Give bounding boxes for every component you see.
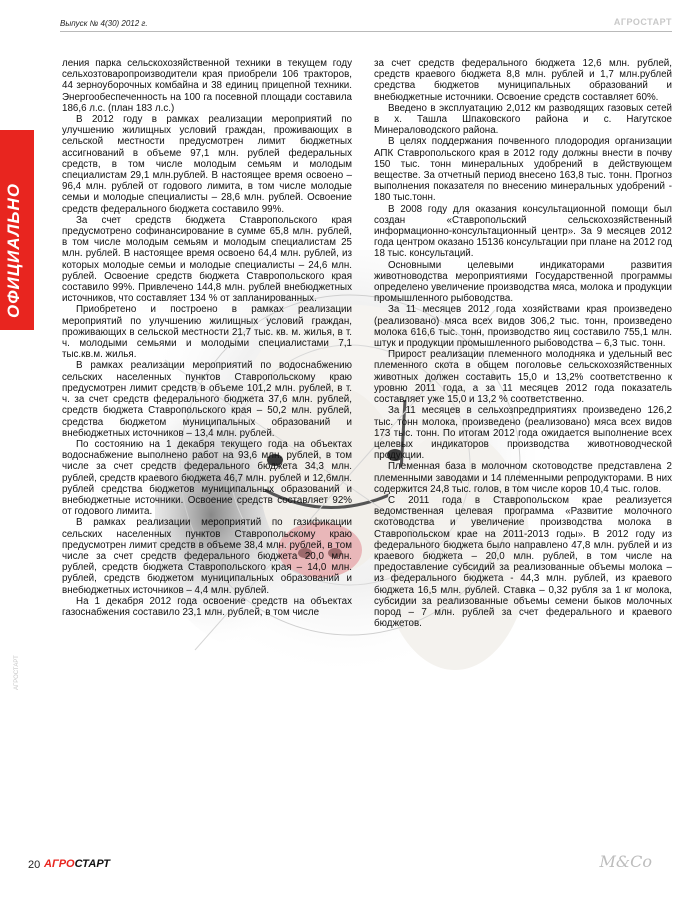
column-right [374, 58, 672, 629]
paragraph: Приобретено и построено в рамках реализации мероприятий по улучшению жилищных условий граждан, проживающих в сельской местности 21,7 тыс. кв. м. жилья, в т. ч. молодыми семьями и молодыми специалистами 7,1 тыс.кв.м. жилья. [62, 304, 352, 361]
header-divider [60, 31, 672, 32]
page-number: 20 [28, 859, 41, 871]
paragraph: Прирост реализации племенного молодняка и удельный вес племенного скота в общем поголовье сельскохозяйственных животных должен составить 15,0 и 13,2% соответственно к уровню 2011 года, а за 11 месяцев 2012 года показатель составляет уже 15,0 и 13,2 % соответственно. [374, 349, 672, 406]
paragraph: Основными целевыми индикаторами развития животноводства мероприятиями Государственной программы определено увеличение производства мяса, молока и продукции промышленного рыбоводства. [374, 259, 672, 305]
footer-logo-start: СТАРТ [74, 858, 110, 870]
paragraph: В рамках реализации мероприятий по водоснабжению сельских населенных пунктов Ставропольскому краю предусмотрен лимит средств в объеме 101,2 млн. рублей, в т. ч. за счет средств федерального бюджета 37,6 млн. рублей, средств бюджета Ставропольского края – 50,2 млн. рублей, средства бюджетом муниципальных образований и внебюджетных источников – 13,4 млн. рублей. [62, 360, 352, 439]
side-small-label: АГРОСТАРТ [14, 655, 20, 690]
paragraph: По состоянию на 1 декабря текущего года на объектах водоснабжение выполнено работ на 93,6 млн. рублей, в том числе за счет средств федерального бюджета 34,3 млн. рублей, средств краевого бюджета 46,7 млн. рублей и 12,6млн. рублей средства бюджетов муниципальных образований и внебюджетные источники. Освоение средств составляет 92% от годового лимита. [62, 438, 352, 518]
footer-logo [44, 858, 110, 870]
paragraph: В целях поддержания почвенного плодородия организации АПК Ставропольского края в 2012 году должны внести в почву 150 тыс. тонн минеральных удобрений в действующем веществе. За отчетный период внесено 163,8 тыс. тонн. Прогноз выполнения показателя по внесению минеральных удобрений - 180 тыс.тонн. [374, 136, 672, 204]
paragraph: За 11 месяцев в сельхозпредприятиях произведено 126,2 тыс. тонн молока, произведено (реализовано) мяса всех видов 173 тыс. тонн. По итогам 2012 года ожидается выполнение всех целевых индикаторов производства животноводческой продукции. [374, 405, 672, 462]
paragraph: ления парка сельскохозяйственной техники в текущем году сельхозтоваропроизводители края приобрели 106 тракторов, 44 зерноуборочных комбайна и 38 единиц прицепной техники. Энергообеспеченность на 100 га посевной площади составила 186,6 л.с. (план 183 л.с.) [62, 58, 352, 114]
issue-label: Выпуск № 4(30) 2012 г. [60, 19, 148, 28]
paragraph: В рамках реализации мероприятий по газификации сельских населенных пунктов Ставропольскому краю предусмотрен лимит средств в объеме 38,4 млн. рублей, в том числе за счет средств федерального бюджета 20,0 млн. рублей, средств бюджета Ставропольского края – 14,0 млн. рублей, средств бюджетом муниципальных образований и внебюджетных источников – 4,4 млн. рублей. [62, 517, 352, 596]
paragraph: за счет средств федерального бюджета 12,6 млн. рублей, средств краевого бюджета 8,8 млн. рублей и 1,7 млн.рублей средства бюджетов муниципальных образований и внебюджетные источники. Освоение средств составляет 60%. [374, 58, 672, 103]
footer-logo-agro: АГРО [44, 858, 75, 870]
header-logo: АГРОСТАРТ [613, 17, 672, 27]
publisher-signature: M&Co [599, 852, 652, 871]
paragraph: За счет средств бюджета Ставропольского края предусмотрено софинансирование в сумме 65,8 млн. рублей, в том числе молодым семьям и молодым специалистам 25 млн. рублей. В настоящее время освоено 64,4 млн. рублей, из которых молодые семьи и молодые специалисты – 24,6 млн. рублей. Освоение средств бюджета Ставропольского края составило 99%. Привлечено 144,8 млн. рублей внебюджетных источников, что составляет 134 % от запланированных. [62, 214, 352, 305]
paragraph: За 11 месяцев 2012 года хозяйствами края произведено (реализовано) мяса всех видов 306,2 тыс. тонн, произведено молока 616,6 тыс. тонн, производство яиц составило 755,1 млн. штук и продукции промышленного рыбоводства – 6,3 тыс. тонн. [374, 304, 672, 350]
section-tab-label: ОФИЦИАЛЬНО [4, 182, 23, 318]
column-left [62, 58, 352, 618]
paragraph: В 2012 году в рамках реализации мероприятий по улучшению жилищных условий граждан, проживающих в сельской местности предусмотрен лимит бюджетных ассигнований в объеме 97,1 млн. рублей федеральных средств, в том числе молодым семьям и молодым специалистам 29,1 млн.рублей. В настоящее время освоено – 96,4 млн. рублей от годового лимита, в том числе молодые семьи и молодые специалисты – 28,6 млн. рублей. Освоение средств федерального бюджета составило 99%. [62, 114, 352, 215]
paragraph: Введено в эксплуатацию 2,012 км разводящих газовых сетей в х. Ташла Шпаковского района и с. Нагутское Минераловодского района. [374, 102, 672, 137]
paragraph: В 2008 году для оказания консультационной помощи был создан «Ставропольский сельскохозяйственный информационно-консультационный центр». За 9 месяцев 2012 года центром оказано 15136 консультации при плане на 2012 год 18 тыс. консультаций. [374, 203, 672, 260]
paragraph: С 2011 года в Ставропольском крае реализуется ведомственная целевая программа «Развитие молочного скотоводства и увеличение производства молока в Ставропольском крае на 2011-2013 годы». В 2012 году из федерального бюджета было направлено 47,8 млн. рублей и из краевого бюджета – 20,0 млн. рублей, в том числе на предоставление субсидий за реализованные объемы молока – из федерального бюджета - 44,3 млн. рублей, из краевого бюджета 16,5 млн. рублей. Ставка – 0,32 рубля за 1 кг молока, субсидии за реализованные объемы семени быков молочных пород – 7 млн. рублей за счет федерального и краевого бюджетов. [374, 494, 672, 630]
paragraph: На 1 декабря 2012 года освоение средств на объектах газоснабжения составило 23,1 млн. рублей, в том числе [62, 595, 352, 618]
paragraph: Племенная база в молочном скотоводстве представлена 2 племенными заводами и 14 племенными репродукторами. В них содержится 24,8 тыс. голов, в том числе коров 10,4 тыс. голов. [374, 461, 672, 495]
